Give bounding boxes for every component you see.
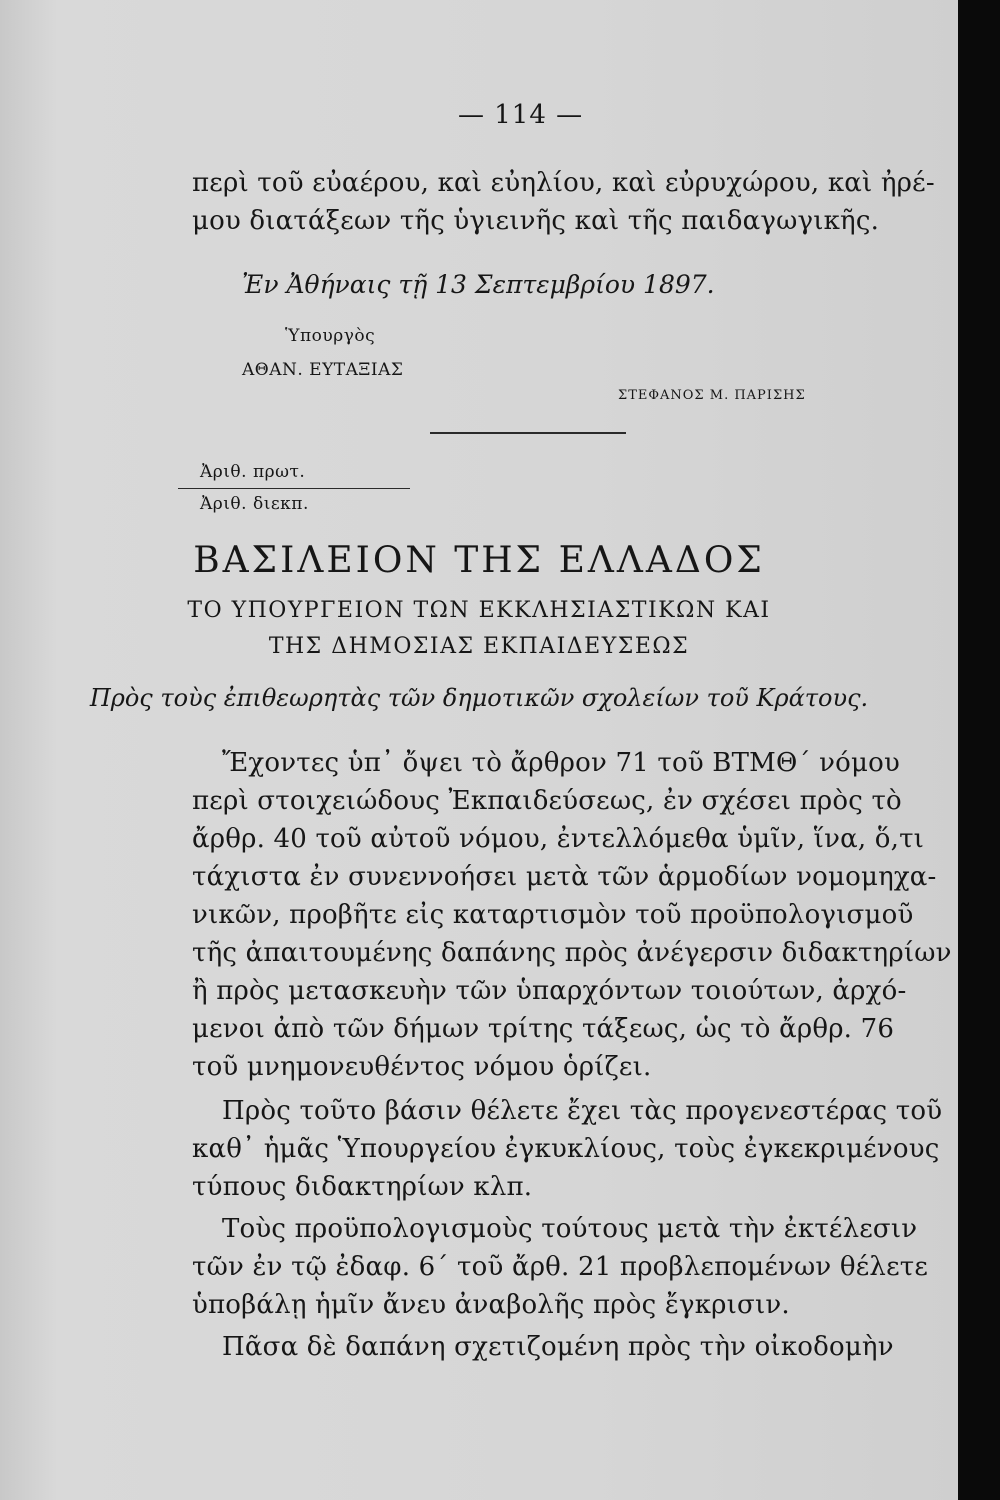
ministry-heading-line1: ΤΟ ΥΠΟΥΡΓΕΙΟΝ ΤΩΝ ΕΚΚΛΗΣΙΑΣΤΙΚΩΝ ΚΑΙ — [187, 598, 771, 623]
body-line: τάχιστα ἐν συνεννοήσει μετὰ τῶν ἁρμοδίων νομομηχα- — [192, 862, 937, 892]
body-line: νικῶν, προβῆτε εἰς καταρτισμὸν τοῦ προϋπολογισμοῦ — [192, 900, 914, 930]
secretary-name: ΣΤΕΦΑΝΟΣ Μ. ΠΑΡΙΣΗΣ — [618, 388, 806, 403]
minister-name: ΑΘΑΝ. ΕΥΤΑΞΙΑΣ — [242, 360, 404, 380]
body-line: Πᾶσα δὲ δαπάνη σχετιζομένη πρὸς τὴν οἰκοδομὴν — [222, 1332, 894, 1362]
body-line: ἢ πρὸς μετασκευὴν τῶν ὑπαρχόντων τοιούτων, ἀρχό- — [192, 976, 907, 1006]
processing-number-label: Ἀριθ. διεκπ. — [200, 494, 309, 514]
body-line: τοῦ μνημονευθέντος νόμου ὁρίζει. — [192, 1052, 652, 1082]
kingdom-heading: ΒΑΣΙΛΕΙΟΝ ΤΗΣ ΕΛΛΑΔΟΣ — [193, 540, 765, 581]
body-line: περὶ στοιχειώδους Ἐκπαιδεύσεως, ἐν σχέσει πρὸς τὸ — [192, 786, 902, 816]
minister-title: Ὑπουργὸς — [285, 326, 376, 346]
body-line: ἄρθρ. 40 τοῦ αὐτοῦ νόμου, ἐντελλόμεθα ὑμῖν, ἵνα, ὅ,τι — [192, 824, 925, 854]
page-number: — 114 — — [458, 100, 584, 130]
place-and-date: Ἐν Ἀθήναις τῇ 13 Σεπτεμβρίου 1897. — [242, 270, 715, 299]
circular-address: Πρὸς τοὺς ἐπιθεωρητὰς τῶν δημοτικῶν σχολείων τοῦ Κράτους. — [89, 684, 869, 712]
body-line: τῶν ἐν τῷ ἐδαφ. 6΄ τοῦ ἄρθ. 21 προβλεπομένων θέλετε — [192, 1252, 929, 1282]
ministry-heading-line2: ΤΗΣ ΔΗΜΟΣΙΑΣ ΕΚΠΑΙΔΕΥΣΕΩΣ — [268, 634, 690, 659]
closing-paragraph-line: μου διατάξεων τῆς ὑγιεινῆς καὶ τῆς παιδαγωγικῆς. — [192, 206, 880, 236]
body-line: μενοι ἀπὸ τῶν δήμων τρίτης τάξεως, ὡς τὸ ἄρθρ. 76 — [192, 1014, 895, 1044]
body-line: τύπους διδακτηρίων κλπ. — [192, 1172, 533, 1202]
reference-rule — [178, 488, 410, 489]
protocol-number-label: Ἀριθ. πρωτ. — [200, 462, 306, 482]
separator-rule — [430, 432, 626, 434]
scan-edge-shadow — [958, 0, 1000, 1500]
body-line: Τοὺς προϋπολογισμοὺς τούτους μετὰ τὴν ἐκτέλεσιν — [222, 1214, 918, 1244]
body-line: τῆς ἀπαιτουμένης δαπάνης πρὸς ἀνέγερσιν διδακτηρίων — [192, 938, 952, 968]
body-line: ὑποβάλῃ ἡμῖν ἄνευ ἀναβολῆς πρὸς ἔγκρισιν. — [192, 1290, 790, 1320]
body-line: Πρὸς τοῦτο βάσιν θέλετε ἔχει τὰς προγενεστέρας τοῦ — [222, 1096, 943, 1126]
body-line: Ἔχοντες ὑπ᾽ ὄψει τὸ ἄρθρον 71 τοῦ ΒΤΜΘ΄ νόμου — [222, 748, 900, 778]
closing-paragraph-line: περὶ τοῦ εὐαέρου, καὶ εὐηλίου, καὶ εὐρυχώρου, καὶ ἠρέ- — [192, 168, 935, 198]
body-line: καθ᾽ ἡμᾶς Ὑπουργείου ἐγκυκλίους, τοὺς ἐγκεκριμένους — [192, 1134, 940, 1164]
